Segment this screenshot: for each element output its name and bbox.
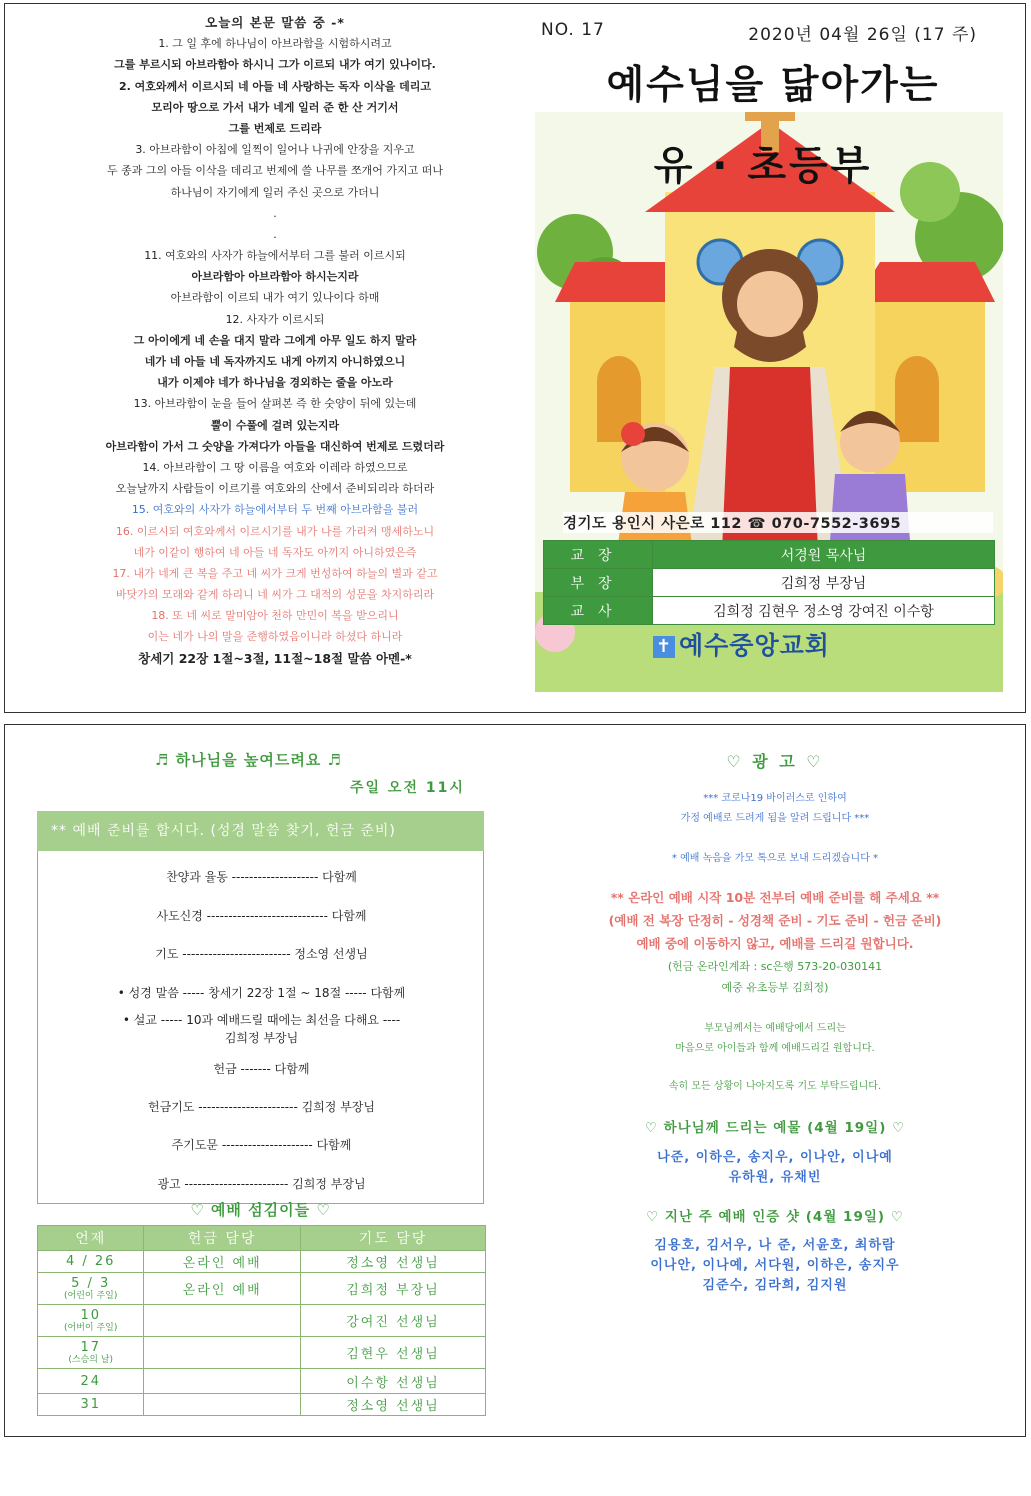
col-header: 언제 xyxy=(38,1226,144,1251)
table-row xyxy=(38,1337,486,1369)
scripture-line: 그를 번제로 드리라 xyxy=(228,121,322,135)
order-item: 광고 ------------------------ 김희정 부장님 xyxy=(157,1177,366,1191)
ads-account-2: 예중 유초등부 김희정) xyxy=(721,981,829,994)
offering-title: ♡ 하나님께 드리는 예물 (4월 19일) ♡ xyxy=(644,1120,906,1136)
scripture-line: 하나님이 자기에게 일러 주신 곳으로 가더니 xyxy=(170,185,380,199)
scripture-line: 모리아 땅으로 가서 내가 네게 일러 준 한 산 거기서 xyxy=(151,100,399,114)
ads-covid-2: 가정 예배로 드려게 됨을 알려 드립니다 *** xyxy=(680,813,870,824)
when-cell xyxy=(38,1337,144,1369)
prayer-cell: 이수항 선생님 xyxy=(300,1369,485,1394)
staff-row xyxy=(544,569,995,597)
prayer-cell: 김희정 부장님 xyxy=(300,1273,485,1305)
proof-shot-title: ♡ 지난 주 예배 인증 샷 (4월 19일) ♡ xyxy=(646,1209,904,1225)
staff-name: 서경원 목사님 xyxy=(653,541,995,569)
scripture-line: 그를 부르시되 아브라함아 하시니 그가 이르되 내가 여기 있나이다. xyxy=(114,58,436,72)
order-item: • 설교 ----- 10과 예배드릴 때에는 최선을 다해요 ---- xyxy=(122,1013,401,1027)
scripture-line: 이는 네가 나의 말을 준행하였음이니라 하셨다 하니라 xyxy=(147,630,403,644)
scripture-line: 오늘날까지 사람들이 이르기를 여호와의 산에서 준비되리라 하더라 xyxy=(115,482,435,496)
when-value: 17 xyxy=(80,1339,101,1355)
table-row xyxy=(38,1251,486,1273)
bulletin-inner-sheet xyxy=(4,724,1026,1437)
cover-panel xyxy=(533,12,1003,692)
table-row xyxy=(38,1369,486,1394)
bulletin-front-sheet xyxy=(4,3,1026,713)
col-header: 헌금 담당 xyxy=(144,1226,301,1251)
when-value: 10 xyxy=(80,1307,101,1323)
scripture-title: 오늘의 본문 말씀 중 -* xyxy=(205,15,345,30)
servers-table xyxy=(37,1225,486,1416)
bulletin-date: 2020년 04월 26일 (17 주) xyxy=(748,25,977,45)
prayer-cell: 정소영 선생님 xyxy=(300,1251,485,1273)
scripture-lines xyxy=(35,33,515,647)
cover-subtitle: 유 · 초등부 xyxy=(653,143,873,189)
scripture-line: 내가 이제야 네가 하나님을 경외하는 줄을 아노라 xyxy=(157,376,393,390)
ads-pray: 속히 모든 상황이 나아지도록 기도 부탁드립니다. xyxy=(668,1081,882,1092)
scripture-line: 그 아이에게 네 손을 대지 말라 그에게 아무 일도 하지 말라 xyxy=(133,333,417,347)
table-row xyxy=(38,1305,486,1337)
worship-prep-header: ** 예배 준비를 합시다. (성경 말씀 찾기, 헌금 준비) xyxy=(37,811,484,851)
worship-order-box xyxy=(37,851,484,1204)
staff-role: 교장 xyxy=(544,541,653,569)
scripture-line: 2. 여호와께서 이르시되 네 아들 네 사랑하는 독자 이삭을 데리고 xyxy=(119,79,431,93)
order-item: 찬양과 율동 -------------------- 다함께 xyxy=(166,870,357,884)
proof-names-3: 김준수, 김라희, 김지원 xyxy=(702,1278,848,1293)
col-header: 기도 담당 xyxy=(300,1226,485,1251)
when-cell xyxy=(38,1369,144,1394)
when-note: (어버이 주일) xyxy=(64,1322,118,1333)
ads-parents-2: 마음으로 아이들과 함께 예배드리길 원합니다. xyxy=(675,1043,875,1054)
when-value: 24 xyxy=(80,1373,101,1389)
worship-title: ♬ 하나님을 높여드려요 ♬ xyxy=(155,751,342,769)
offering-names-2: 유하원, 유채빈 xyxy=(728,1170,822,1185)
scripture-line: 12. 사자가 이르시되 xyxy=(225,312,325,326)
ads-record: * 예배 녹음을 가모 톡으로 보내 드리겠습니다 * xyxy=(671,853,879,864)
ads-covid-1: *** 코로나19 바이러스로 인하여 xyxy=(703,793,847,804)
proof-names-1: 김용호, 김서우, 나 준, 서윤호, 최하람 xyxy=(654,1238,896,1253)
servers-table-body xyxy=(38,1251,486,1416)
staff-row xyxy=(544,597,995,625)
church-name: 예수중앙교회 xyxy=(679,631,830,660)
when-note: (스승의 날) xyxy=(68,1354,114,1365)
scripture-line: 네가 이같이 행하여 네 아들 네 독자도 아끼지 아니하였은즉 xyxy=(133,545,417,559)
offering-cell: 온라인 예배 xyxy=(144,1273,301,1305)
when-cell xyxy=(38,1305,144,1337)
order-item: 기도 ------------------------- 정소영 선생님 xyxy=(155,947,368,961)
scripture-line: 14. 아브라함이 그 땅 이름을 여호와 이레라 하였으므로 xyxy=(142,460,408,474)
ads-online-2: (예배 전 복장 단정히 - 성경책 준비 - 기도 준비 - 헌금 준비) xyxy=(608,913,942,928)
scripture-line: 3. 아브라함이 아침에 일찍이 일어나 나귀에 안장을 지우고 xyxy=(135,143,415,157)
ads-parents-1: 부모님께서는 예배당에서 드리는 xyxy=(704,1023,846,1034)
order-item: 헌금기도 ----------------------- 김희정 부장님 xyxy=(148,1100,375,1114)
offering-names-1: 나준, 이하은, 송지우, 이나안, 이나예 xyxy=(657,1150,893,1165)
issue-number: NO. 17 xyxy=(541,20,605,40)
offering-cell xyxy=(144,1394,301,1416)
servers-title: ♡ 예배 섬김이들 ♡ xyxy=(190,1201,331,1219)
when-note: (어린이 주일) xyxy=(64,1290,118,1301)
staff-row xyxy=(544,541,995,569)
when-value: 31 xyxy=(80,1397,101,1412)
scripture-line: 뿔이 수풀에 걸려 있는지라 xyxy=(210,418,340,432)
order-item: 헌금 ------- 다함께 xyxy=(213,1062,310,1076)
scripture-line: 13. 아브라함이 눈을 들어 살펴본 즉 한 숫양이 뒤에 있는데 xyxy=(133,397,417,411)
order-item: 주기도문 --------------------- 다함께 xyxy=(171,1138,352,1152)
scripture-line: 1. 그 일 후에 하나님이 아브라함을 시험하시려고 xyxy=(158,37,392,51)
offering-cell xyxy=(144,1305,301,1337)
scripture-closing: 창세기 22장 1절~3절, 11절~18절 말씀 아멘-* xyxy=(138,650,412,666)
worship-time: 주일 오전 11시 xyxy=(350,780,465,796)
scripture-line: . xyxy=(273,206,277,220)
ads-online-1: ** 온라인 예배 시작 10분 전부터 예배 준비를 해 주세요 ** xyxy=(610,890,940,905)
church-logo xyxy=(653,626,830,662)
scripture-line: 11. 여호와의 사자가 하늘에서부터 그를 불러 이르시되 xyxy=(144,249,406,263)
when-cell xyxy=(38,1394,144,1416)
scripture-line: 15. 여호와의 사자가 하늘에서부터 두 번째 아브라함을 불러 xyxy=(131,503,419,517)
scripture-line: 아브라함아 아브라함아 하시는지라 xyxy=(191,270,359,284)
staff-name: 김희정 부장님 xyxy=(653,569,995,597)
staff-table xyxy=(543,540,995,625)
prayer-cell: 김현우 선생님 xyxy=(300,1337,485,1369)
scripture-line: 18. 또 네 씨로 말미암아 천하 만민이 복을 받으리니 xyxy=(151,609,399,623)
cover-title: 예수님을 닮아가는 xyxy=(606,63,940,108)
scripture-line: 아브라함이 이르되 내가 여기 있나이다 하매 xyxy=(170,291,380,305)
church-address: 경기도 용인시 사은로 112 ☎ 070-7552-3695 xyxy=(563,512,993,533)
staff-role: 부장 xyxy=(544,569,653,597)
prayer-cell: 강여진 선생님 xyxy=(300,1305,485,1337)
scripture-line: 네가 네 아들 네 독자까지도 내게 아끼지 아니하였으니 xyxy=(144,355,406,368)
ads-title: ♡ 광 고 ♡ xyxy=(726,752,824,771)
scripture-line: 17. 내가 네게 큰 복을 주고 네 씨가 크게 번성하여 하늘의 별과 같고 xyxy=(112,566,438,580)
when-value: 5 / 3 xyxy=(71,1275,111,1291)
when-cell xyxy=(38,1251,144,1273)
offering-cell xyxy=(144,1337,301,1369)
ads-account-1: (헌금 온라인계좌 : sc은행 573-20-030141 xyxy=(667,960,883,973)
order-item: 김희정 부장님 xyxy=(224,1031,299,1045)
scripture-line: 두 종과 그의 아들 이삭을 데리고 번제에 쓸 나무를 쪼개어 가지고 떠나 xyxy=(107,164,443,178)
offering-cell xyxy=(144,1369,301,1394)
cross-icon: ✝ xyxy=(653,636,675,658)
when-value: 4 / 26 xyxy=(65,1254,116,1269)
scripture-section xyxy=(35,12,515,669)
prayer-cell: 정소영 선생님 xyxy=(300,1394,485,1416)
scripture-line: . xyxy=(273,227,277,241)
scripture-line: 아브라함이 가서 그 숫양을 가져다가 아들을 대신하여 번제로 드렸더라 xyxy=(105,439,445,453)
order-item: 사도신경 ---------------------------- 다함께 xyxy=(156,909,367,923)
staff-name: 김희정 김현우 정소영 강여진 이수항 xyxy=(653,597,995,625)
when-cell xyxy=(38,1273,144,1305)
scripture-line: 16. 이르시되 여호와께서 이르시기를 내가 나를 가리켜 맹세하노니 xyxy=(115,524,435,538)
ads-online-3: 예배 중에 이동하지 않고, 예배를 드리길 원합니다. xyxy=(636,936,914,951)
offering-cell: 온라인 예배 xyxy=(144,1251,301,1273)
staff-role: 교사 xyxy=(544,597,653,625)
table-row xyxy=(38,1273,486,1305)
order-item: • 성경 말씀 ----- 창세기 22장 1절 ~ 18절 ----- 다함께 xyxy=(117,986,406,1000)
table-row xyxy=(38,1394,486,1416)
proof-names-2: 이나안, 이나예, 서다원, 이하은, 송지우 xyxy=(650,1258,900,1273)
scripture-line: 바닷가의 모래와 같게 하리니 네 씨가 그 대적의 성문을 차지하리라 xyxy=(115,588,435,602)
